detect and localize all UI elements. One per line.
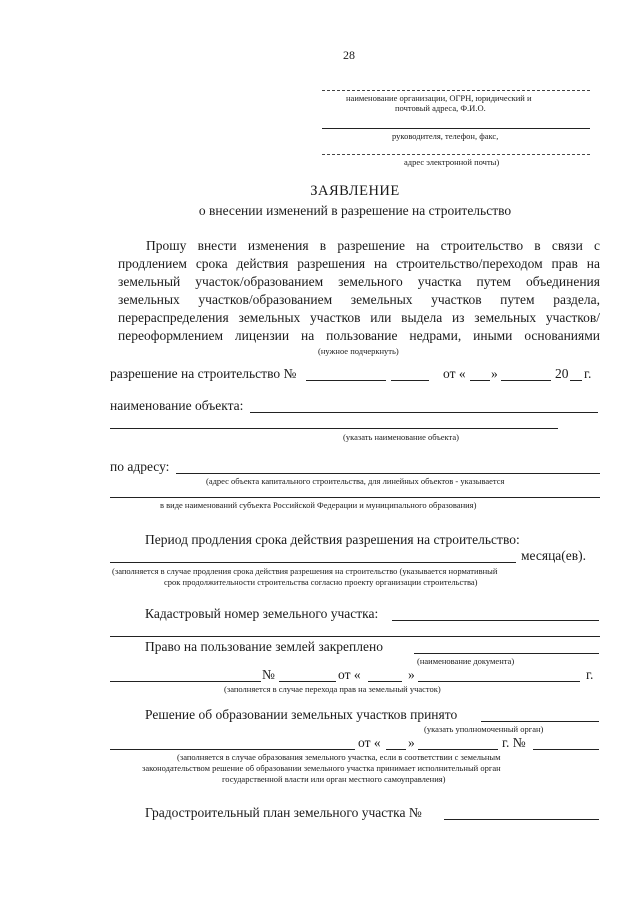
land-right-from: от « (338, 667, 361, 682)
request-line: Прошу внести изменения в разрешение на строительство в связи с (146, 238, 600, 253)
head-line (322, 128, 590, 129)
formation-org-field[interactable] (481, 721, 599, 722)
request-line: перераспределения земельных участков или выдела из земельных участков/ (118, 310, 600, 325)
request-caption: (нужное подчеркнуть) (318, 346, 399, 356)
permit-day-field[interactable] (470, 380, 490, 381)
formation-number-field[interactable] (533, 749, 599, 750)
object-label: наименование объекта: (110, 398, 244, 413)
permit-year-field[interactable] (570, 380, 582, 381)
address-label: по адресу: (110, 459, 170, 474)
land-right-doc-field[interactable] (110, 681, 261, 682)
page-number: 28 (343, 48, 355, 62)
period-caption-2: срок продолжительности строительства согласно проекту организации строительства) (164, 577, 478, 587)
formation-month-field[interactable] (418, 749, 498, 750)
formation-org-field-2[interactable] (110, 749, 355, 750)
land-right-field[interactable] (414, 653, 599, 654)
permit-label: разрешение на строительство № (110, 366, 297, 381)
formation-quote-close: » (408, 735, 415, 750)
request-paragraph (118, 237, 600, 345)
land-right-day-field[interactable] (368, 681, 402, 682)
cadastral-field-2[interactable] (110, 636, 600, 637)
cadastral-field[interactable] (392, 620, 599, 621)
org-caption-2: почтовый адреса, Ф.И.О. (395, 103, 486, 113)
formation-caption-2: законодательством решение об образовании земельного участка принимает исполнительный орган (142, 763, 501, 773)
object-caption: (указать наименование объекта) (343, 432, 459, 442)
period-label: Период продления срока действия разрешения на строительство: (145, 532, 520, 547)
email-line (322, 154, 590, 155)
formation-caption-3: государственной власти или орган местного самоуправления) (222, 774, 446, 784)
cadastral-label: Кадастровый номер земельного участка: (145, 606, 379, 621)
address-caption-1: (адрес объекта капитального строительства, для линейных объектов - указывается (206, 476, 505, 486)
formation-year-no: г. № (502, 735, 526, 750)
object-field-2[interactable] (110, 428, 558, 429)
land-right-number-field[interactable] (279, 681, 336, 682)
permit-from: от « (443, 366, 466, 381)
land-right-quote-close: » (408, 667, 415, 682)
org-line (322, 90, 590, 91)
permit-year-suffix: г. (584, 366, 592, 381)
document-title: ЗАЯВЛЕНИЕ (310, 183, 400, 199)
head-caption: руководителя, телефон, факс, (392, 131, 499, 141)
permit-number-field-2[interactable] (391, 380, 429, 381)
email-caption: адрес электронной почты) (404, 157, 500, 167)
period-field[interactable] (110, 562, 516, 563)
period-caption-1: (заполняется в случае продления срока действия разрешения на строительство (указывается нормативный (112, 566, 498, 576)
address-field[interactable] (176, 473, 600, 474)
object-field[interactable] (250, 412, 598, 413)
request-line: земельный участок/образованием земельного участка путем объединения (118, 274, 600, 289)
permit-month-field[interactable] (501, 380, 551, 381)
org-caption-1: наименование организации, ОГРН, юридический и (346, 93, 532, 103)
address-caption-2: в виде наименований субъекта Российской Федерации и муниципального образования) (160, 500, 477, 510)
permit-year-prefix: 20 (555, 366, 569, 381)
land-right-date-field[interactable] (418, 681, 580, 682)
formation-from: от « (358, 735, 381, 750)
period-line (145, 532, 600, 548)
land-right-doc-caption: (наименование документа) (417, 656, 515, 666)
land-right-year-suffix: г. (586, 667, 594, 682)
gpzu-label: Градостроительный план земельного участка № (145, 805, 422, 820)
formation-caption-1: (заполняется в случае образования земельного участка, если в соответствии с земельным (177, 752, 501, 762)
permit-number-field[interactable] (306, 380, 386, 381)
formation-label: Решение об образовании земельных участков принято (145, 707, 458, 722)
address-field-2[interactable] (110, 497, 600, 498)
request-line: земельных участков/образованием земельных участков путем раздела, (118, 292, 600, 307)
request-line: переоформлением лицензии на пользование недрами, иными основаниями (118, 328, 600, 343)
land-right-number-sign: № (262, 667, 275, 682)
gpzu-number-field[interactable] (444, 819, 599, 820)
land-right-caption: (заполняется в случае перехода прав на земельный участок) (224, 684, 441, 694)
request-line: продлением срока действия разрешения на строительство/переходом прав на (118, 256, 600, 271)
formation-org-caption: (указать уполномоченный орган) (424, 724, 544, 734)
permit-quote-close: » (491, 366, 498, 381)
land-right-label: Право на пользование землей закреплено (145, 639, 383, 654)
formation-day-field[interactable] (386, 749, 406, 750)
document-subtitle: о внесении изменений в разрешение на строительство (198, 203, 512, 218)
period-months: месяца(ев). (521, 548, 587, 563)
